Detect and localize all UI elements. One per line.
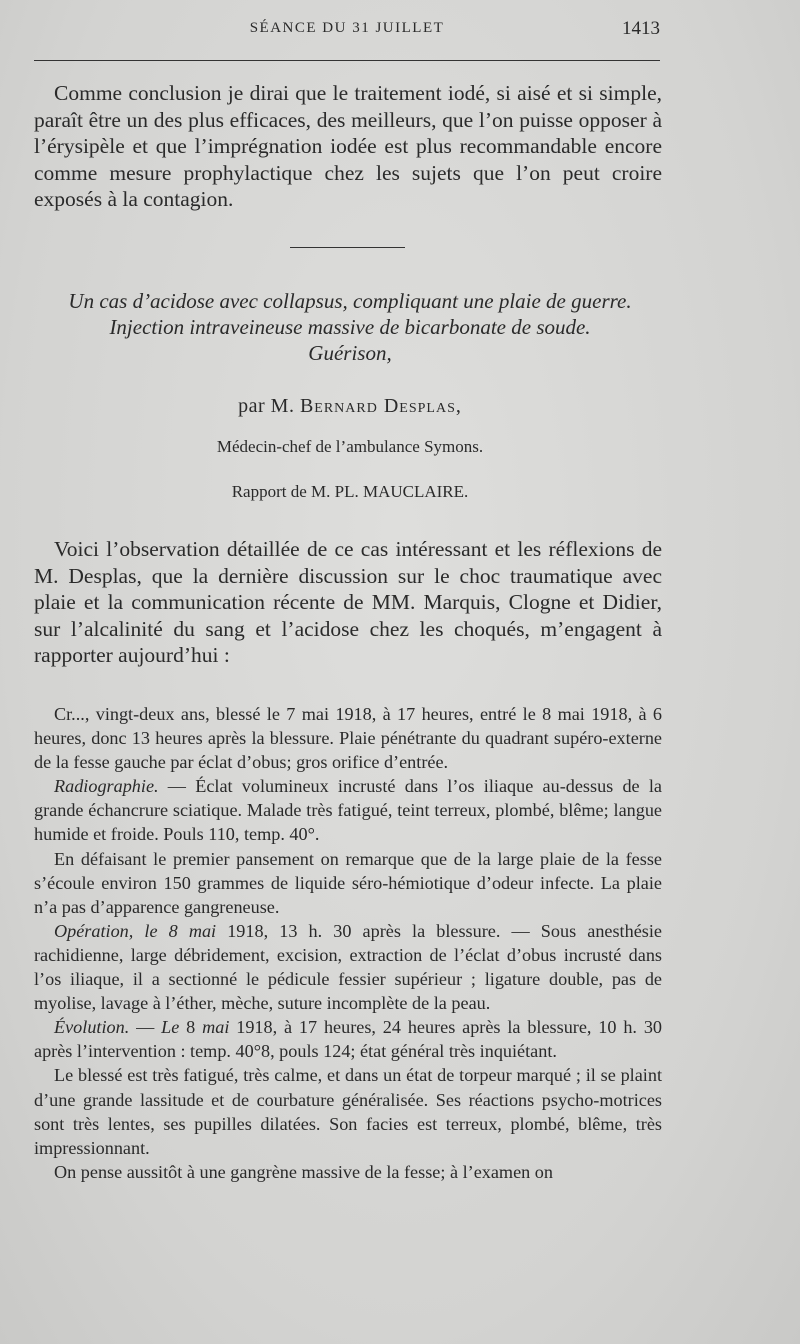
article-title-line: Guérison,	[308, 341, 392, 365]
evolution-label: Évolution.	[54, 1017, 130, 1038]
author-prefix: par M.	[238, 395, 295, 417]
page-number: 1413	[622, 18, 660, 39]
radiography-text: — Éclat volumineux incrusté dans l’os iliaque au-dessus de la grande échancrure sciatique. Malade très fatigué, teint terreux, plombé, blême; langue humide et froide. Pouls 110, temp. 40°.	[34, 776, 662, 845]
conclusion-paragraph: Comme conclusion je dirai que le traitement iodé, si aisé et si simple, paraît être un des plus efficaces, des meilleurs, que l’on puisse opposer à l’érysipèle et que l’imprégnation iodée est plus recommandable encore comme mesure prophylactique chez les sujets que l’on peut croire exposés à la contagion.	[34, 81, 662, 211]
author-affiliation: Médecin-chef de l’ambulance Symons.	[216, 437, 484, 456]
page-header	[34, 18, 660, 44]
evolution-dash: —	[129, 1017, 162, 1038]
dressing-paragraph: En défaisant le premier pansement on remarque que de la large plaie de la fesse s’écoule environ 150 grammes de liquide séro-hémiotique d’odeur infecte. La plaie n’a pas d’apparence gangreneuse.	[34, 848, 662, 917]
report-line	[20, 482, 680, 502]
intro-paragraph: Voici l’observation détaillée de ce cas intéressant et les réflexions de M. Desplas, que la dernière discussion sur le choc traumatique avec plaie et la communication récente de MM. Marquis, Clogne et Didier, sur l’alcalinité du sang et l’acidose chez les choqués, m’engagent à rapporter aujourd’hui :	[34, 537, 662, 667]
radiography-label: Radiographie.	[54, 776, 159, 797]
header-rule	[34, 60, 660, 61]
article-title	[20, 288, 680, 366]
section-divider	[290, 247, 405, 248]
operation-label: Opération, le 8 mai	[54, 920, 217, 941]
author-name: Bernard Desplas,	[299, 395, 462, 417]
conclusion-section	[34, 80, 662, 213]
evolution-paragraph	[34, 1015, 662, 1063]
radiography-paragraph	[34, 774, 662, 846]
article-title-line: Un cas d’acidose avec collapsus, compliquant une plaie de guerre.	[68, 289, 632, 313]
case-paragraph: Cr..., vingt-deux ans, blessé le 7 mai 1918, à 17 heures, entré le 8 mai 1918, à 6 heures, donc 13 heures après la blessure. Plaie pénétrante du quadrant supéro-externe de la fesse gauche par éclat d’obus; gros orifice d’entrée.	[34, 704, 662, 773]
observation-section	[34, 702, 662, 1184]
operation-text: 1918, 13 h. 30 après la blessure. — Sous anesthésie rachidienne, large débridement, excision, extraction de l’éclat d’obus incrusté dans l’os iliaque, il a sectionné le pédicule fessier supérieur ; ligature double, pas de myolise, lavage à l’éther, mèche, suture incomplète de la peau.	[34, 920, 662, 1014]
reporter-name: PL. MAUCLAIRE.	[334, 482, 469, 501]
running-title: SÉANCE DU 31 JUILLET	[249, 20, 445, 36]
author-line	[20, 395, 680, 418]
operation-paragraph	[34, 919, 662, 1015]
evolution-text: 1918, à 17 heures, 24 heures après la blessure, 10 h. 30 après l’intervention : temp. 40°8, pouls 124; état général très inquiétant.	[34, 1017, 663, 1062]
article-title-line: Injection intraveineuse massive de bicarbonate de soude.	[109, 315, 591, 339]
evolution-day: 8	[179, 1017, 203, 1038]
intro-section	[34, 536, 662, 669]
state-paragraph: Le blessé est très fatigué, très calme, et dans un état de torpeur marqué ; il se plaint d’une grande lassitude et de courbature généralisée. Ses réactions psycho-motrices sont très lentes, ses pupilles dilatées. Son facies est terreux, plombé, blême, très impressionnant.	[34, 1065, 662, 1158]
evolution-date-label: Le	[161, 1017, 180, 1038]
closing-paragraph: On pense aussitôt à une gangrène massive de la fesse; à l’examen on	[54, 1161, 553, 1182]
report-prefix: Rapport de M.	[231, 482, 331, 501]
evolution-month-label: mai	[202, 1017, 230, 1038]
